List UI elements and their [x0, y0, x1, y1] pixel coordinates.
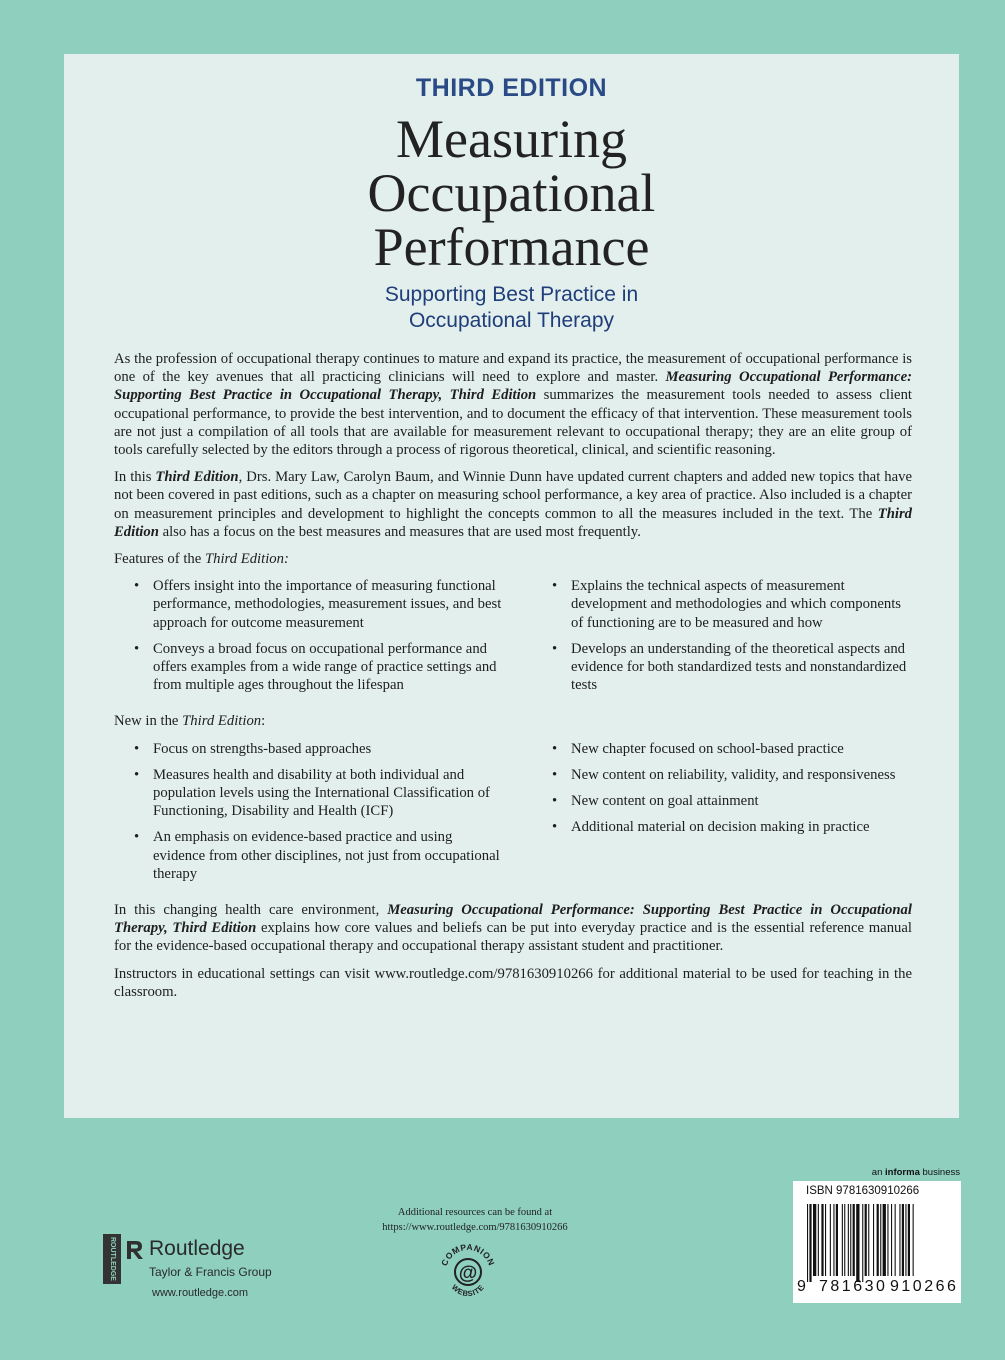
list-item: • Additional material on decision making in practice [550, 818, 912, 836]
list-item: • An emphasis on evidence-based practice and using evidence from other disciplines, not just from occupational therapy [132, 828, 508, 883]
list-item: • Offers insight into the importance of measuring functional performance, methodologies, measurement issues, and best approach for outcome measurement [132, 577, 508, 632]
barcode-bar [853, 1204, 855, 1276]
isbn-barcode: ISBN 9781630910266 9 781630 910266 [793, 1181, 961, 1303]
list-item: • Measures health and disability at both individual and population levels using the International Classification of Functioning, Disability and Health (ICF) [132, 766, 508, 821]
list-item: • Explains the technical aspects of measurement development and methodologies and which components of functioning are to be measured and how [550, 577, 912, 632]
barcode-bar [880, 1204, 881, 1276]
back-cover-panel [64, 54, 959, 1118]
title-line: Measuring [396, 109, 627, 169]
barcode-bar [807, 1204, 808, 1282]
publisher-name: Routledge [149, 1237, 245, 1260]
isbn-label: ISBN 9781630910266 [806, 1185, 920, 1197]
barcode-bar [908, 1204, 910, 1276]
barcode-bar [830, 1204, 831, 1276]
closing-paragraph: In this changing health care environment, Measuring Occupational Performance: Supporting Best Practice in Occupational Therapy, Third Edition explains how core values and beliefs can be put into everyday practice and is the essential reference manual for the evidence-based occupational therapy and occupational therapy assistant student and practitioner. [114, 902, 912, 955]
additional-resources: Additional resources can be found at https://www.routledge.com/9781630910266 [350, 1205, 600, 1235]
publisher-url[interactable]: www.routledge.com [152, 1287, 248, 1299]
routledge-r-icon [125, 1239, 145, 1261]
barcode-bar [877, 1204, 879, 1276]
list-item: • Develops an understanding of the theoretical aspects and evidence for both standardized tests and nonstandardized tests [550, 640, 912, 695]
barcode-bars-icon [807, 1204, 953, 1282]
barcode-bar [862, 1204, 863, 1282]
barcode-bar [825, 1204, 826, 1276]
book-subtitle [64, 282, 959, 334]
edition-label: THIRD EDITION [415, 74, 608, 102]
new-in-list [114, 740, 912, 891]
barcode-bar [873, 1204, 874, 1276]
subtitle-line: Occupational Therapy [408, 309, 615, 332]
companion-website-icon[interactable] [436, 1240, 500, 1304]
barcode-bar [842, 1204, 843, 1276]
barcode-bar [895, 1204, 896, 1276]
title-line: Performance [373, 217, 650, 277]
barcode-bar [844, 1204, 845, 1276]
routledge-logo[interactable] [103, 1234, 303, 1304]
barcode-bar [905, 1204, 906, 1276]
barcode-bar [913, 1204, 914, 1276]
resources-link[interactable]: https://www.routledge.com/9781630910266 [382, 1222, 568, 1233]
book-title [64, 109, 959, 277]
list-item: • New chapter focused on school-based practice [550, 740, 912, 758]
list-item: • New content on goal attainment [550, 792, 912, 810]
barcode-bar [883, 1204, 886, 1276]
barcode-bar [809, 1204, 811, 1282]
barcode-bar [891, 1204, 892, 1276]
publisher-group: Taylor & Francis Group [149, 1265, 272, 1279]
barcode-bar [856, 1204, 859, 1282]
barcode-bar [899, 1204, 900, 1276]
companion-top-text: COMPANION [439, 1241, 497, 1268]
features-list [114, 577, 912, 702]
barcode-bar [821, 1204, 823, 1276]
list-item: • Conveys a broad focus on occupational performance and offers examples from a wide range of practice settings and from multiple ages throughout the lifespan [132, 640, 508, 695]
features-heading: Features of the Third Edition: [114, 551, 289, 568]
barcode-bar [850, 1204, 851, 1276]
informa-business: an informa business [871, 1167, 960, 1178]
list-item: • New content on reliability, validity, and responsiveness [550, 766, 912, 784]
title-line: Occupational [367, 163, 656, 223]
list-item: • Focus on strengths-based approaches [132, 740, 508, 758]
barcode-bar [813, 1204, 816, 1276]
companion-bottom-text: WEBSITE [449, 1282, 487, 1299]
intro-paragraph: As the profession of occupational therapy continues to mature and expand its practice, the measurement of occupational performance is one of the key avenues that all practicing clinicians will need to explore and master. Measuring Occupational Performance: Supporting Best Practice in Occupational Therapy, Third Edition summarizes the measurement tools needed to assess client occupational performance, to provide the best intervention, and to document the efficacy of that intervention. These measurement tools are not just a compilation of all tools that are available for measurement relevant to occupational therapy; they are an elite group of tools carefully selected by the editors through a process of rigorous theoretical, clinical, and scientific reasoning. [114, 351, 912, 459]
barcode-bar [902, 1204, 904, 1276]
subtitle-line: Supporting Best Practice in [384, 283, 639, 306]
companion-at-text: @ [458, 1263, 478, 1284]
barcode-bar [865, 1204, 867, 1276]
barcode-bar [818, 1204, 819, 1276]
routledge-mark-icon: ROUTLEDGE [103, 1234, 121, 1284]
barcode-bar [887, 1204, 888, 1276]
barcode-bar [848, 1204, 849, 1276]
instructors-paragraph: Instructors in educational settings can visit www.routledge.com/9781630910266 for additional material to be used for teaching in the classroom. [114, 965, 912, 1000]
barcode-bar [833, 1204, 834, 1276]
new-in-heading: New in the Third Edition: [114, 713, 266, 730]
barcode-bar [836, 1204, 838, 1276]
description-body [114, 350, 912, 1010]
barcode-bar [868, 1204, 869, 1276]
edition-paragraph: In this Third Edition, Drs. Mary Law, Carolyn Baum, and Winnie Dunn have updated current chapters and added new topics that have not been covered in past editions, such as a chapter on measuring school performance, a key area of practice. Also included is a chapter on measurement principles and development to highlight the concepts common to all the measures included in the text. The Third Edition also has a focus on the best measures and measures that are used most frequently. [114, 469, 912, 540]
